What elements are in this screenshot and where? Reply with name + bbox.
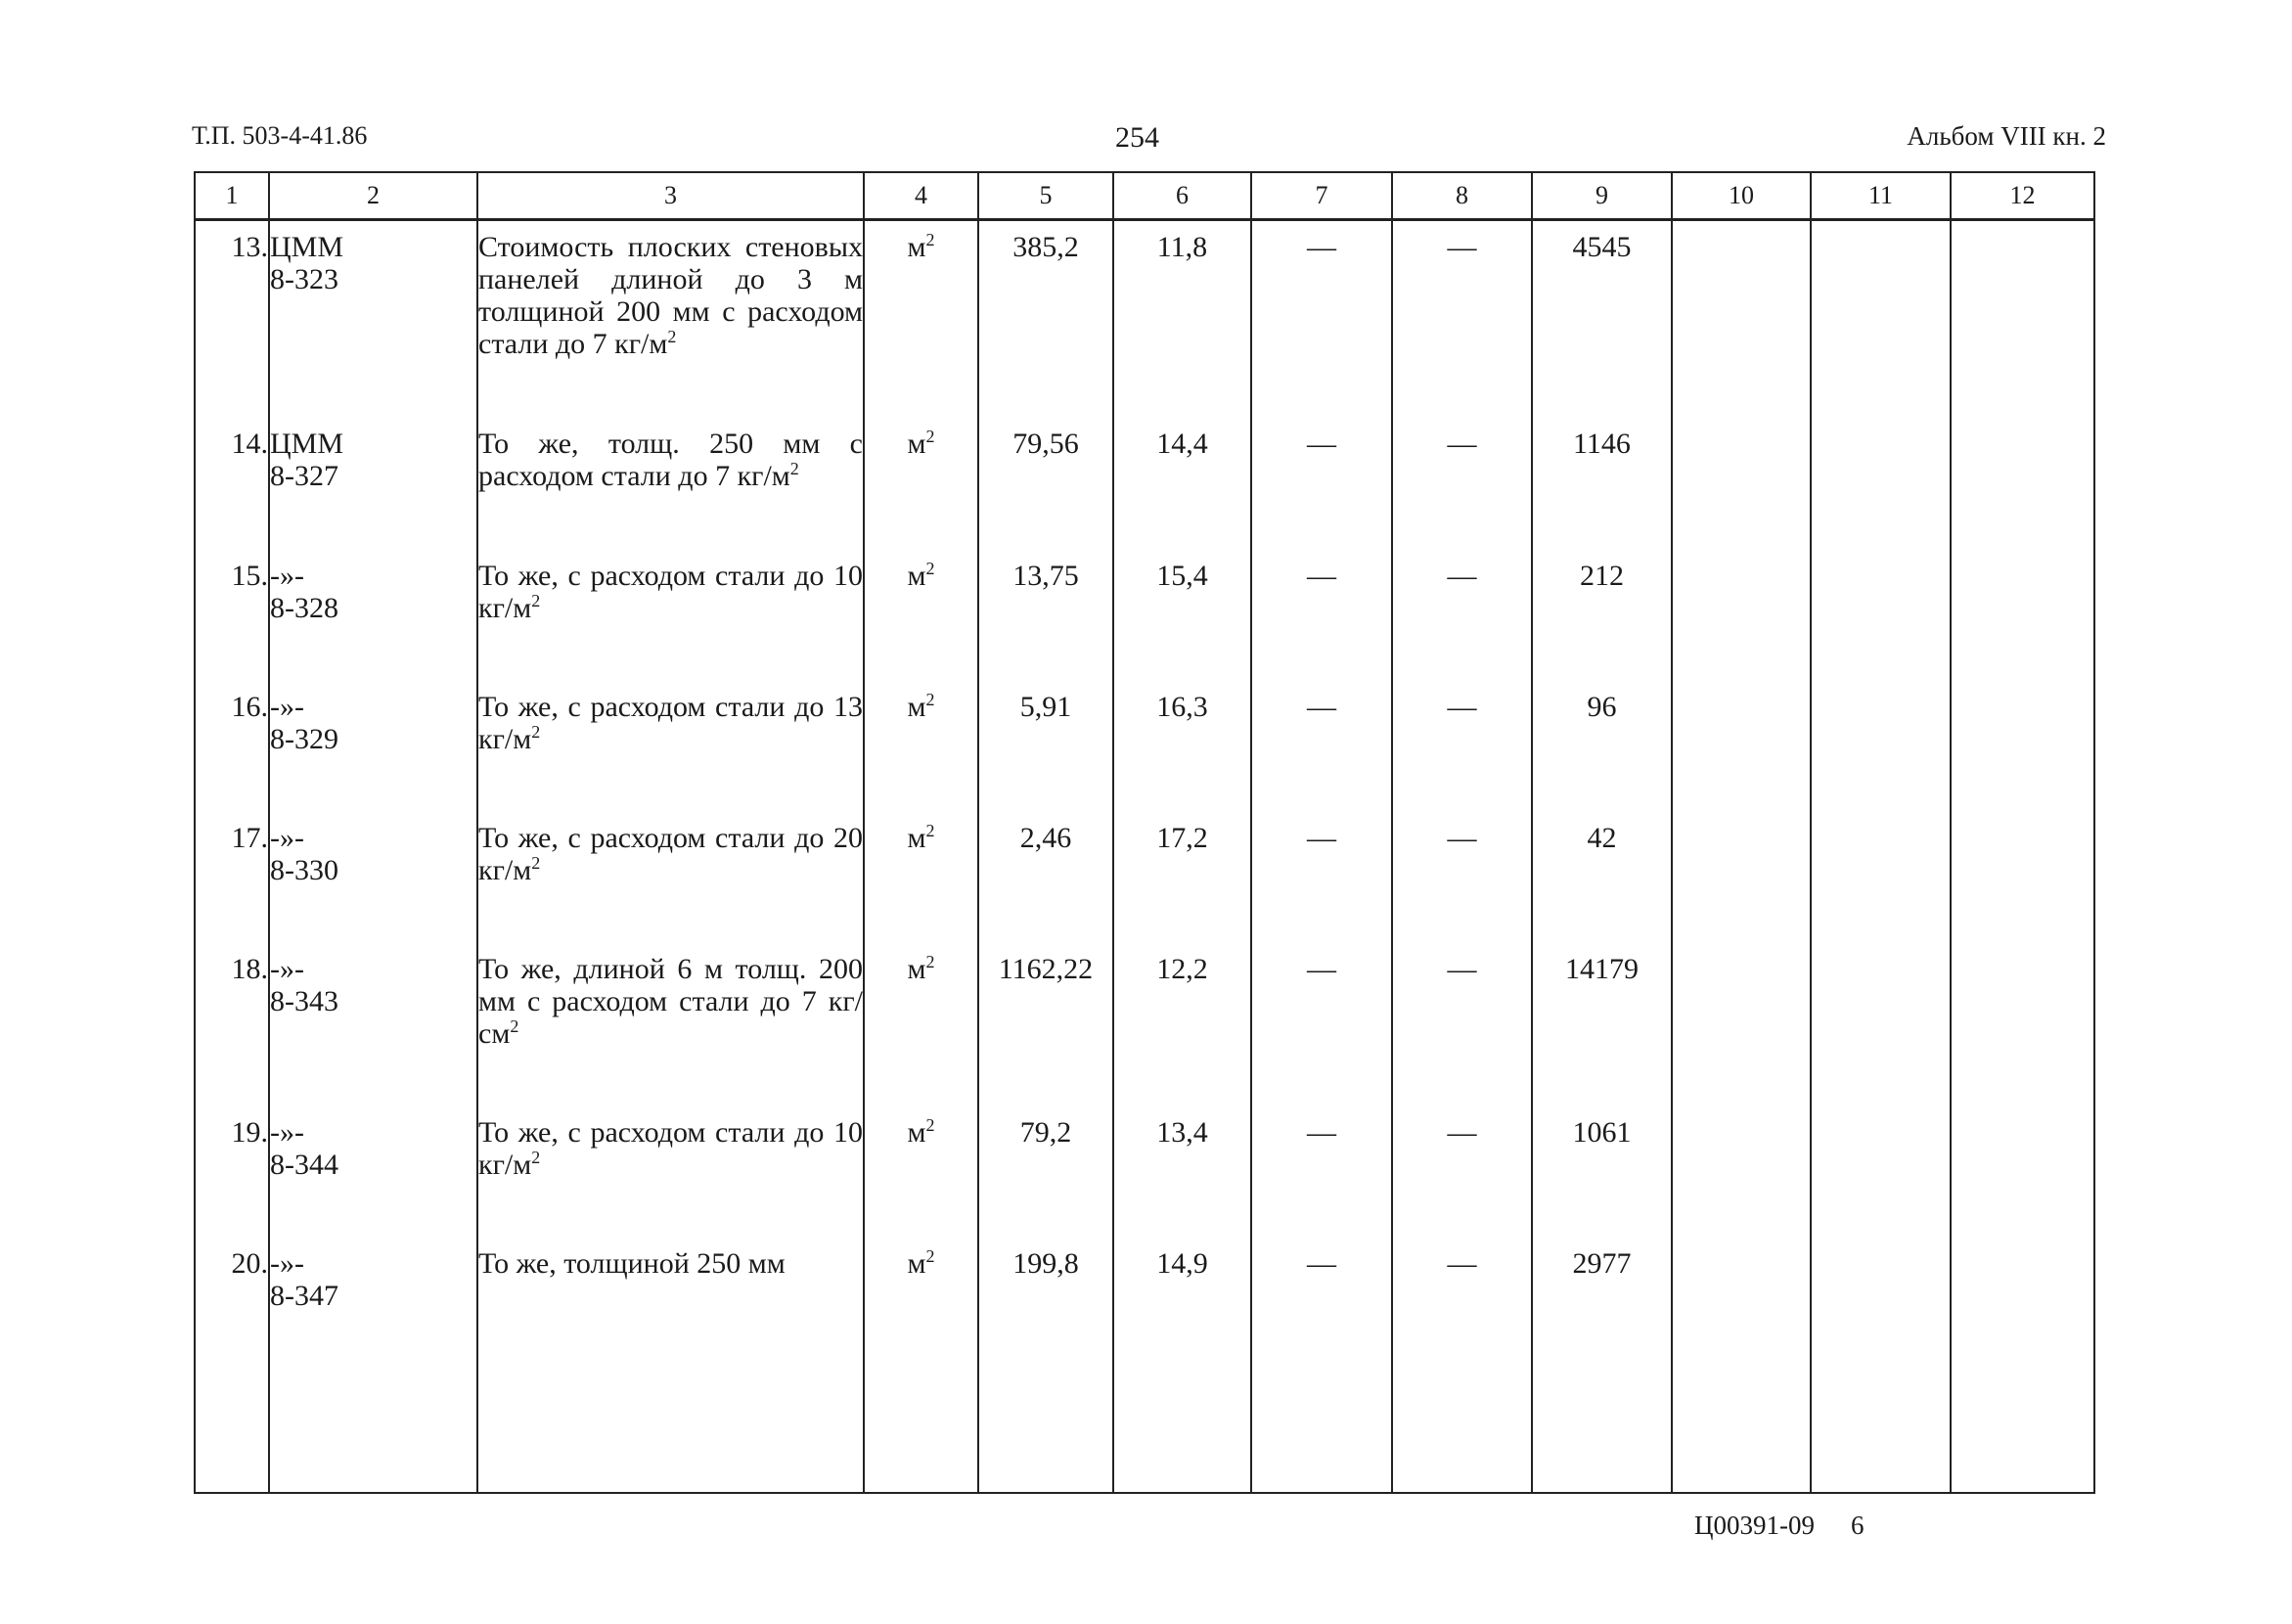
unit-text: м	[907, 1115, 926, 1149]
price-code	[269, 681, 477, 812]
price-code	[269, 943, 477, 1106]
unit-superscript: 2	[925, 426, 935, 446]
cell-col10	[1672, 220, 1811, 418]
code-source: ЦММ	[270, 427, 344, 460]
column-number-row	[195, 172, 2094, 220]
cell-col6: 13,4	[1113, 1106, 1251, 1238]
column-header: 2	[269, 172, 477, 220]
cell-col8: —	[1392, 418, 1532, 550]
row-number: 18.	[195, 943, 269, 1106]
description-text: То же, с расходом стали до 10 кг/м	[478, 1115, 863, 1181]
unit-text: м	[907, 952, 926, 985]
cell-col11	[1811, 812, 1951, 943]
description-text: То же, длиной 6 м толщ. 200 мм с расходом стали до 7 кг/см	[478, 952, 863, 1050]
item-description	[477, 943, 864, 1106]
code-source: -»-	[270, 690, 304, 723]
unit-text: м	[907, 1246, 926, 1280]
description-superscript: 2	[531, 1147, 541, 1167]
cell-col11	[1811, 220, 1951, 418]
row-number: 14.	[195, 418, 269, 550]
cell-col10	[1672, 1238, 1811, 1494]
table-row	[195, 220, 2094, 418]
row-number: 17.	[195, 812, 269, 943]
code-number: 8-323	[270, 263, 338, 295]
description-superscript: 2	[531, 721, 541, 742]
code-number: 8-344	[270, 1148, 338, 1181]
item-description	[477, 1238, 864, 1494]
cell-col5: 1162,22	[978, 943, 1113, 1106]
cell-col9: 2977	[1532, 1238, 1672, 1494]
album-label: Альбом VIII кн. 2	[1907, 121, 2106, 151]
cell-col9: 212	[1532, 550, 1672, 681]
unit-superscript: 2	[925, 1245, 935, 1266]
code-source: -»-	[270, 559, 304, 592]
code-source: -»-	[270, 952, 304, 985]
cell-col12	[1951, 1238, 2094, 1494]
cell-col8: —	[1392, 681, 1532, 812]
column-header: 5	[978, 172, 1113, 220]
cell-col12	[1951, 1106, 2094, 1238]
cell-col5: 199,8	[978, 1238, 1113, 1494]
row-number: 16.	[195, 681, 269, 812]
unit	[864, 943, 978, 1106]
unit-text: м	[907, 559, 926, 592]
column-header: 7	[1251, 172, 1392, 220]
cell-col9: 4545	[1532, 220, 1672, 418]
code-number: 8-330	[270, 853, 338, 886]
code-source: -»-	[270, 1246, 304, 1280]
table-row	[195, 550, 2094, 681]
price-code	[269, 812, 477, 943]
footer-document-code: Ц00391-09	[1694, 1511, 1815, 1540]
unit-superscript: 2	[925, 230, 935, 249]
cell-col7: —	[1251, 943, 1392, 1106]
cell-col7: —	[1251, 418, 1392, 550]
cell-col7: —	[1251, 220, 1392, 418]
description-superscript: 2	[667, 327, 677, 346]
page-number: 254	[1115, 121, 1159, 154]
code-number: 8-327	[270, 459, 338, 492]
cell-col7: —	[1251, 1238, 1392, 1494]
code-source: -»-	[270, 1115, 304, 1149]
cell-col11	[1811, 1238, 1951, 1494]
unit-superscript: 2	[925, 951, 935, 971]
cell-col10	[1672, 1106, 1811, 1238]
cell-col12	[1951, 418, 2094, 550]
description-superscript: 2	[531, 590, 541, 610]
cell-col11	[1811, 943, 1951, 1106]
table-row	[195, 418, 2094, 550]
item-description	[477, 812, 864, 943]
table-row	[195, 812, 2094, 943]
price-code	[269, 1106, 477, 1238]
cell-col10	[1672, 943, 1811, 1106]
cell-col8: —	[1392, 943, 1532, 1106]
cell-col8: —	[1392, 812, 1532, 943]
item-description	[477, 220, 864, 418]
unit-superscript: 2	[925, 820, 935, 840]
description-superscript: 2	[510, 1015, 519, 1036]
cell-col5: 385,2	[978, 220, 1113, 418]
cell-col7: —	[1251, 1106, 1392, 1238]
unit	[864, 1106, 978, 1238]
cell-col5: 79,56	[978, 418, 1113, 550]
description-text: То же, толщиной 250 мм	[478, 1246, 786, 1280]
estimate-table	[194, 171, 2095, 1494]
item-description	[477, 681, 864, 812]
cell-col7: —	[1251, 681, 1392, 812]
column-header: 10	[1672, 172, 1811, 220]
cell-col12	[1951, 812, 2094, 943]
description-text: То же, толщ. 250 мм с расходом стали до 7 кг/м	[478, 427, 863, 492]
unit-superscript: 2	[925, 689, 935, 709]
column-header: 8	[1392, 172, 1532, 220]
row-number: 19.	[195, 1106, 269, 1238]
code-number: 8-329	[270, 722, 338, 755]
cell-col5: 2,46	[978, 812, 1113, 943]
cell-col12	[1951, 220, 2094, 418]
cell-col12	[1951, 681, 2094, 812]
unit-text: м	[907, 231, 926, 263]
cell-col6: 14,9	[1113, 1238, 1251, 1494]
cell-col5: 79,2	[978, 1106, 1113, 1238]
description-text: То же, с расходом стали до 20 кг/м	[478, 821, 863, 886]
price-code	[269, 1238, 477, 1494]
table-row	[195, 943, 2094, 1106]
code-number: 8-328	[270, 591, 338, 624]
cell-col8: —	[1392, 1238, 1532, 1494]
cell-col10	[1672, 418, 1811, 550]
cell-col6: 15,4	[1113, 550, 1251, 681]
description-superscript: 2	[531, 852, 541, 873]
cell-col9: 42	[1532, 812, 1672, 943]
footer-sheet-number: 6	[1851, 1511, 1865, 1540]
cell-col11	[1811, 1106, 1951, 1238]
document-code: Т.П. 503-4-41.86	[192, 121, 368, 150]
description-text: Стоимость плоских стеновых панелей длиной до 3 м толщиной 200 мм с расходом стали до 7 кг/м	[478, 231, 863, 360]
cell-col11	[1811, 681, 1951, 812]
code-source: ЦММ	[270, 231, 344, 263]
cell-col10	[1672, 550, 1811, 681]
unit-superscript: 2	[925, 1114, 935, 1135]
item-description	[477, 550, 864, 681]
column-header: 6	[1113, 172, 1251, 220]
cell-col8: —	[1392, 220, 1532, 418]
cell-col6: 16,3	[1113, 681, 1251, 812]
cell-col8: —	[1392, 550, 1532, 681]
cell-col7: —	[1251, 550, 1392, 681]
description-superscript: 2	[789, 458, 799, 478]
cell-col11	[1811, 418, 1951, 550]
cell-col10	[1672, 681, 1811, 812]
price-code	[269, 418, 477, 550]
cell-col11	[1811, 550, 1951, 681]
item-description	[477, 1106, 864, 1238]
price-code	[269, 550, 477, 681]
cell-col12	[1951, 943, 2094, 1106]
code-number: 8-347	[270, 1279, 338, 1312]
table-row	[195, 1238, 2094, 1494]
unit	[864, 681, 978, 812]
cell-col6: 14,4	[1113, 418, 1251, 550]
unit-text: м	[907, 690, 926, 723]
column-header: 3	[477, 172, 864, 220]
unit	[864, 220, 978, 418]
cell-col8: —	[1392, 1106, 1532, 1238]
column-header: 12	[1951, 172, 2094, 220]
row-number: 13.	[195, 220, 269, 418]
cell-col6: 17,2	[1113, 812, 1251, 943]
description-text: То же, с расходом стали до 10 кг/м	[478, 559, 863, 624]
item-description	[477, 418, 864, 550]
unit	[864, 418, 978, 550]
cell-col5: 13,75	[978, 550, 1113, 681]
cell-col5: 5,91	[978, 681, 1113, 812]
price-code	[269, 220, 477, 418]
unit	[864, 812, 978, 943]
row-number: 15.	[195, 550, 269, 681]
description-text: То же, с расходом стали до 13 кг/м	[478, 690, 863, 755]
unit-superscript: 2	[925, 558, 935, 578]
table-row	[195, 681, 2094, 812]
cell-col10	[1672, 812, 1811, 943]
unit	[864, 550, 978, 681]
table-row	[195, 1106, 2094, 1238]
unit-text: м	[907, 427, 926, 460]
unit	[864, 1238, 978, 1494]
cell-col9: 1146	[1532, 418, 1672, 550]
cell-col6: 11,8	[1113, 220, 1251, 418]
column-header: 1	[195, 172, 269, 220]
code-source: -»-	[270, 821, 304, 854]
column-header: 11	[1811, 172, 1951, 220]
cell-col12	[1951, 550, 2094, 681]
cell-col9: 1061	[1532, 1106, 1672, 1238]
column-header: 9	[1532, 172, 1672, 220]
row-number: 20.	[195, 1238, 269, 1494]
unit-text: м	[907, 821, 926, 854]
cell-col9: 96	[1532, 681, 1672, 812]
column-header: 4	[864, 172, 978, 220]
cell-col7: —	[1251, 812, 1392, 943]
cell-col6: 12,2	[1113, 943, 1251, 1106]
code-number: 8-343	[270, 984, 338, 1017]
cell-col9: 14179	[1532, 943, 1672, 1106]
